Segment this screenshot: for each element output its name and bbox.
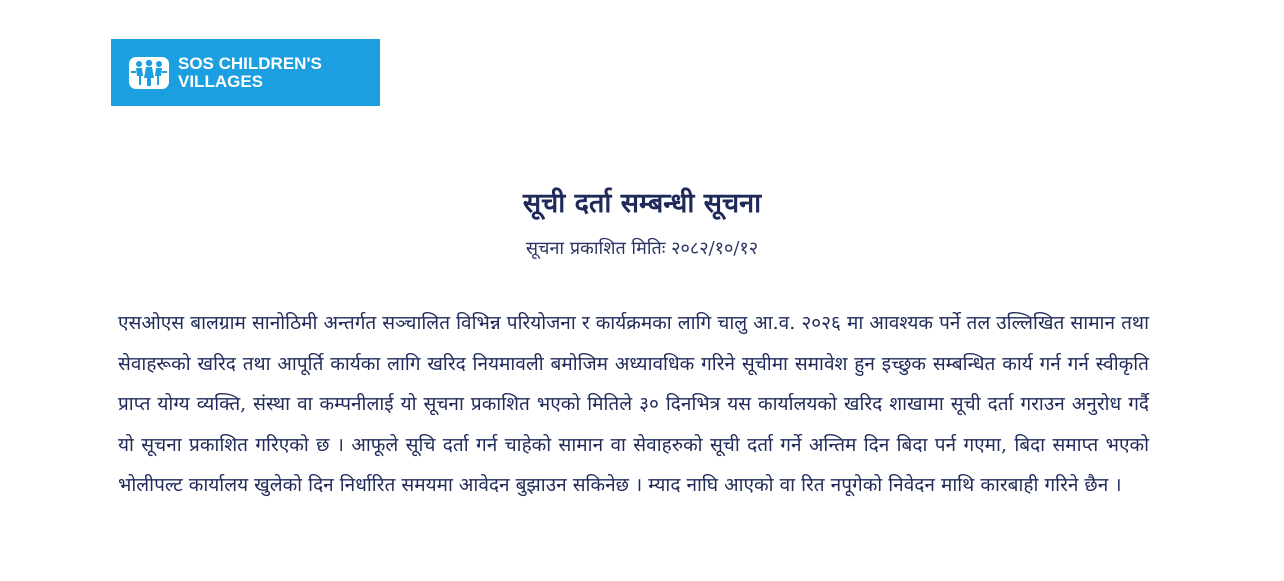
logo-line-1: SOS CHILDREN'S [178, 53, 322, 73]
sos-children-figures-icon [128, 56, 170, 90]
logo-wordmark [178, 55, 322, 91]
logo-line-2: VILLAGES [178, 71, 264, 91]
sos-childrens-villages-logo [111, 39, 380, 106]
notice-body: एसओएस बालग्राम सानोठिमी अन्तर्गत सञ्चालित विभिन्न परियोजना र कार्यक्रमका लागि चालु आ.व. २०२६ मा आवश्यक पर्ने तल उल्लिखित सामान तथा सेवाहरूको खरिद तथा आपूर्ति कार्यका लागि खरिद नियमावली बमोजिम अध्यावधिक गरिने सूचीमा समावेश हुन इच्छुक सम्बन्धित कार्य गर्न गर्न स्वीकृति प्राप्त योग्य व्यक्ति, संस्था वा कम्पनीलाई यो सूचना प्रकाशित भएको मितिले ३० दिनभित्र यस कार्यालयको खरिद शाखामा सूची दर्ता गराउन अनुरोध गर्दै यो सूचना प्रकाशित गरिएको छ । आफूले सूचि दर्ता गर्न चाहेको सामान वा सेवाहरुको सूची दर्ता गर्ने अन्तिम दिन बिदा पर्न गएमा, बिदा समाप्त भएको भोलीपल्ट कार्यालय खुलेको दिन निर्धारित समयमा आवेदन बुझाउन सकिनेछ । म्याद नाघि आएको वा रित नपूगेको निवेदन माथि कारबाही गरिने छैन । [118, 312, 1149, 496]
published-date: सूचना प्रकाशित मितिः २०८२/१०/१२ [525, 238, 759, 259]
notice-title: सूची दर्ता सम्बन्धी सूचना [522, 188, 762, 219]
